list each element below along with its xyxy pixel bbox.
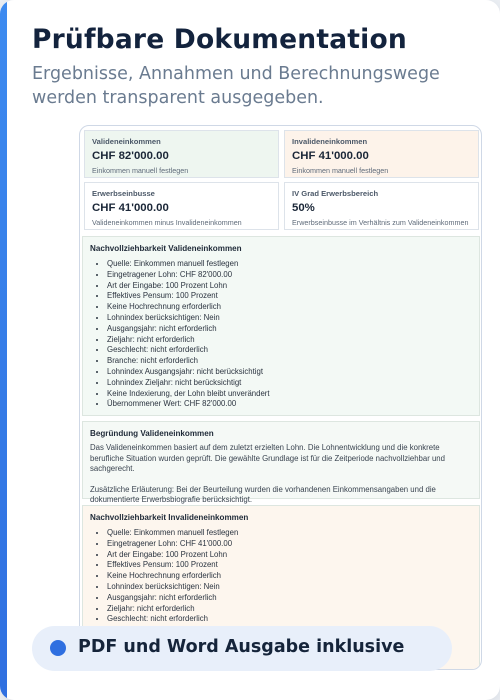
kpi-note: Einkommen manuell festlegen	[292, 166, 389, 175]
kpi-value: CHF 41'000.00	[92, 202, 169, 214]
list-item: • Quelle: Einkommen manuell festlegen	[107, 528, 472, 539]
kpi-card-erwerbseinbusse	[84, 182, 279, 230]
list-item: • Zieljahr: nicht erforderlich	[107, 604, 472, 615]
kpi-label: IV Grad Erwerbsbereich	[292, 189, 379, 198]
section-paragraph: Zusätzliche Erläuterung: Bei der Beurteilung wurden die vorhandenen Einkommensangaben und die dokumentierte Erwerbsbiografie berücksichtigt.	[90, 484, 436, 505]
list-item: • Eingetragener Lohn: CHF 82'000.00	[107, 270, 472, 281]
list-item: • Effektives Pensum: 100 Prozent	[107, 291, 472, 302]
kpi-card-iv-grad	[284, 182, 479, 230]
list-item: • Keine Indexierung, der Lohn bleibt unverändert	[107, 389, 472, 400]
kpi-note: Valideneinkommen minus Invalideneinkommen	[92, 218, 242, 227]
document-preview	[79, 125, 482, 670]
subtitle-line: Ergebnisse, Annahmen und Berechnungswege	[32, 64, 440, 84]
list-item: • Geschlecht: nicht erforderlich	[107, 345, 472, 356]
list-item: • Eingetragener Lohn: CHF 41'000.00	[107, 539, 472, 550]
list-item: • Übernommener Wert: CHF 82'000.00	[107, 399, 472, 410]
invaliden-list	[90, 528, 472, 625]
section-validen-nachvollziehbarkeit	[82, 236, 480, 416]
status-dot-icon	[50, 640, 66, 656]
list-item: • Geschlecht: nicht erforderlich	[107, 614, 472, 625]
section-begruendung	[82, 421, 480, 505]
subtitle-line: werden transparent ausgegeben.	[32, 88, 324, 108]
section-title: Nachvollziehbarkeit Invalideneinkommen	[90, 513, 249, 522]
list-item: • Lohnindex Zieljahr: nicht berücksichtigt	[107, 378, 472, 389]
list-item: • Ausgangsjahr: nicht erforderlich	[107, 593, 472, 604]
section-paragraph: Das Valideneinkommen basiert auf dem zuletzt erzielten Lohn. Die Lohnentwicklung und die konkrete berufliche Situation wurden geprüft. Die gewählte Grundlage ist für die Zeitperiode nachvollziehbar und sachgerecht.	[90, 443, 445, 474]
list-item: • Quelle: Einkommen manuell festlegen	[107, 259, 472, 270]
list-item: • Keine Hochrechnung erforderlich	[107, 571, 472, 582]
kpi-label: Invalideneinkommen	[292, 137, 368, 146]
list-item: • Lohnindex berücksichtigen: Nein	[107, 313, 472, 324]
kpi-value: 50%	[292, 202, 315, 214]
list-item: • Ausgangsjahr: nicht erforderlich	[107, 324, 472, 335]
kpi-label: Erwerbseinbusse	[92, 189, 155, 198]
section-title: Begründung Valideneinkommen	[90, 429, 214, 438]
list-item: • Branche: nicht erforderlich	[107, 356, 472, 367]
list-item: • Art der Eingabe: 100 Prozent Lohn	[107, 550, 472, 561]
list-item: • Zieljahr: nicht erforderlich	[107, 335, 472, 346]
kpi-card-invalideneinkommen	[284, 130, 479, 178]
list-item: • Lohnindex Ausgangsjahr: nicht berücksichtigt	[107, 367, 472, 378]
kpi-card-valideneinkommen	[84, 130, 279, 178]
kpi-note: Erwerbseinbusse im Verhältnis zum Valideneinkommen	[292, 218, 469, 227]
list-item: • Lohnindex berücksichtigen: Nein	[107, 582, 472, 593]
validen-list	[90, 259, 472, 410]
kpi-value: CHF 82'000.00	[92, 150, 169, 162]
list-item: • Effektives Pensum: 100 Prozent	[107, 560, 472, 571]
kpi-label: Valideneinkommen	[92, 137, 161, 146]
kpi-value: CHF 41'000.00	[292, 150, 369, 162]
page-title: Prüfbare Dokumentation	[32, 24, 407, 55]
list-item: • Keine Hochrechnung erforderlich	[107, 302, 472, 313]
section-title: Nachvollziehbarkeit Valideneinkommen	[90, 244, 242, 253]
kpi-note: Einkommen manuell festlegen	[92, 166, 189, 175]
accent-bar	[0, 0, 7, 700]
page-subtitle	[32, 62, 477, 110]
feature-pill-label: PDF und Word Ausgabe inklusive	[78, 637, 405, 657]
list-item: • Art der Eingabe: 100 Prozent Lohn	[107, 281, 472, 292]
feature-pill	[32, 626, 452, 671]
